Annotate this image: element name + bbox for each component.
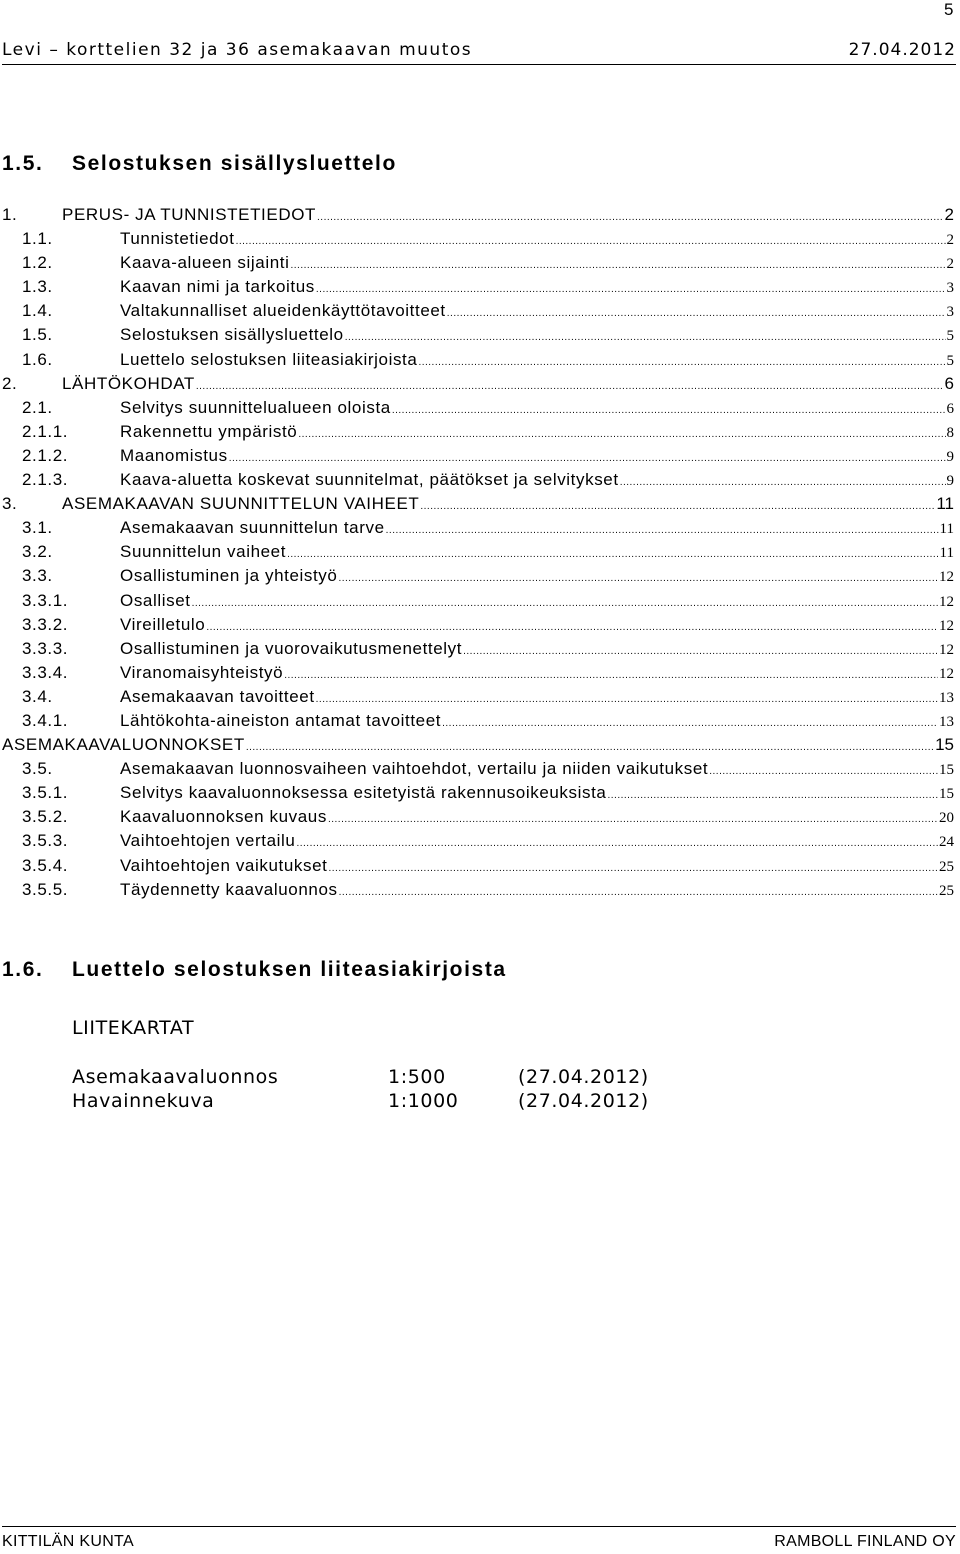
dot-leader xyxy=(290,260,945,271)
dot-leader xyxy=(420,501,935,512)
toc-heading-title: Selostuksen sisällysluettelo xyxy=(72,152,397,175)
toc-entry-page: 13 xyxy=(939,689,954,706)
footer-municipality: KITTILÄN KUNTA xyxy=(2,1533,134,1550)
dot-leader xyxy=(339,887,938,898)
toc-entry-title: LÄHTÖKOHDAT xyxy=(62,373,195,393)
dot-leader xyxy=(317,212,944,223)
toc-entry-page: 12 xyxy=(939,641,954,658)
toc-entry-page: 9 xyxy=(946,448,954,465)
toc-entry-page: 12 xyxy=(939,593,954,610)
toc-entry-page: 5 xyxy=(946,352,954,369)
attachment-name: Havainnekuva xyxy=(72,1090,215,1112)
toc-entry[interactable] xyxy=(2,663,954,687)
toc-entry-number: 3.3.4. xyxy=(22,662,69,682)
toc-entry-page: 11 xyxy=(936,494,954,514)
header-date: 27.04.2012 xyxy=(848,40,956,60)
toc-entry-number: 3.5.3. xyxy=(22,831,69,851)
toc-entry-page: 3 xyxy=(946,280,954,297)
toc-entry-number: 3.3.2. xyxy=(22,614,69,634)
toc-entry-title: ASEMAKAAVAN SUUNNITTELUN VAIHEET xyxy=(62,494,420,514)
page-header xyxy=(2,40,956,65)
toc-entry-page: 11 xyxy=(939,521,954,538)
toc-entry-number: 3.4.1. xyxy=(22,710,69,730)
toc-entry-page: 6 xyxy=(946,400,954,417)
toc-entry-title: PERUS- JA TUNNISTETIEDOT xyxy=(62,205,317,224)
toc-entry-number: 1.4. xyxy=(22,301,53,321)
toc-entry[interactable] xyxy=(2,615,954,639)
toc-entry[interactable] xyxy=(2,542,954,566)
toc-entry[interactable] xyxy=(2,301,954,325)
toc-entry[interactable] xyxy=(2,735,954,759)
toc-entry[interactable] xyxy=(2,253,954,277)
toc-entry-number: 3.5. xyxy=(22,759,53,779)
toc-entry[interactable] xyxy=(2,422,954,446)
dot-leader xyxy=(296,838,938,849)
dot-leader xyxy=(229,453,946,464)
attachments-heading-number: 1.6. xyxy=(2,958,44,981)
attachments-heading-title: Luettelo selostuksen liiteasiakirjoista xyxy=(72,958,507,981)
toc-entry-page: 12 xyxy=(939,665,954,682)
page-number: 5 xyxy=(944,0,954,19)
toc-entry-page: 8 xyxy=(946,424,954,441)
toc-entry[interactable] xyxy=(2,880,954,904)
toc-entry-number: 2.1.3. xyxy=(22,470,69,490)
toc-entry[interactable] xyxy=(2,591,954,615)
toc-entry-title: Luettelo selostuksen liiteasiakirjoista xyxy=(120,349,418,369)
toc-entry-page: 25 xyxy=(939,882,954,899)
attachment-scale: 1:1000 xyxy=(388,1090,459,1112)
toc-heading xyxy=(2,152,397,176)
toc-entry-title: Asemakaavan suunnittelun tarve xyxy=(120,518,385,538)
attachment-scale: 1:500 xyxy=(388,1066,446,1088)
toc-entry-title: Kaava-aluetta koskevat suunnitelmat, päätökset ja selvitykset xyxy=(120,470,619,490)
toc-entry-number: 1.5. xyxy=(22,325,53,345)
toc-entry-page: 5 xyxy=(946,328,954,345)
dot-leader xyxy=(316,284,946,295)
toc-entry-page: 13 xyxy=(939,713,954,730)
dot-leader xyxy=(192,598,938,609)
toc-entry-title: Asemakaavan tavoitteet xyxy=(120,686,315,706)
toc-entry-title: ASEMAKAAVALUONNOKSET xyxy=(2,735,245,755)
toc-entry[interactable] xyxy=(2,325,954,349)
toc-entry-page: 2 xyxy=(944,205,954,224)
dot-leader xyxy=(236,236,946,247)
toc-entry-number: 3.2. xyxy=(22,542,53,562)
toc-entry-title: Vaihtoehtojen vaikutukset xyxy=(120,855,328,875)
attachment-date: (27.04.2012) xyxy=(518,1066,649,1088)
toc-entry-title: Kaavan nimi ja tarkoitus xyxy=(120,277,315,297)
dot-leader xyxy=(196,381,944,392)
toc-entry[interactable] xyxy=(2,374,954,398)
toc-entry-number: 1.2. xyxy=(22,253,53,273)
toc-entry-page: 2 xyxy=(946,256,954,273)
toc-entry[interactable] xyxy=(2,759,954,783)
dot-leader xyxy=(386,525,939,536)
footer-company: RAMBOLL FINLAND OY xyxy=(774,1533,956,1550)
dot-leader xyxy=(442,718,938,729)
toc-entry-title: Tunnistetiedot xyxy=(120,229,235,249)
toc-entry[interactable] xyxy=(2,687,954,711)
toc-entry-number: 2.1.1. xyxy=(22,421,69,441)
toc-entry-number: 1. xyxy=(2,205,18,224)
dot-leader xyxy=(345,332,946,343)
toc-entry[interactable] xyxy=(2,566,954,590)
toc-entry[interactable] xyxy=(2,831,954,855)
toc-entry-title: Valtakunnalliset alueidenkäyttötavoitteet xyxy=(120,301,446,321)
toc-entry[interactable] xyxy=(2,711,954,735)
dot-leader xyxy=(328,814,938,825)
toc-entry[interactable] xyxy=(2,783,954,807)
dot-leader xyxy=(620,477,946,488)
toc-entry-title: Selvitys suunnittelualueen oloista xyxy=(120,397,391,417)
toc-entry-page: 2 xyxy=(946,232,954,249)
toc-entry-number: 1.1. xyxy=(22,229,53,249)
dot-leader xyxy=(287,549,938,560)
toc-entry[interactable] xyxy=(2,494,954,518)
toc-entry-title: Vireilletulo xyxy=(120,614,206,634)
toc-entry-number: 3.5.4. xyxy=(22,855,69,875)
toc-entry-page: 15 xyxy=(939,762,954,779)
toc-entry-title: Osalliset xyxy=(120,590,191,610)
toc-entry-page: 15 xyxy=(935,735,954,755)
toc-entry-title: Osallistuminen ja vuorovaikutusmenettelyt xyxy=(120,638,463,658)
toc-entry-page: 12 xyxy=(939,617,954,634)
dot-leader xyxy=(328,863,938,874)
table-of-contents xyxy=(2,205,954,904)
toc-entry[interactable] xyxy=(2,350,954,374)
toc-entry-page: 20 xyxy=(939,810,954,827)
attachments-label: LIITEKARTAT xyxy=(72,1017,195,1039)
toc-entry-number: 3.5.1. xyxy=(22,783,69,803)
toc-entry-page: 15 xyxy=(939,786,954,803)
attachments-heading xyxy=(2,958,507,982)
toc-entry-number: 1.3. xyxy=(22,277,53,297)
toc-entry[interactable] xyxy=(2,446,954,470)
header-document-title: Levi – korttelien 32 ja 36 asemakaavan muutos xyxy=(2,40,473,60)
toc-entry[interactable] xyxy=(2,639,954,663)
toc-entry-title: Kaavaluonnoksen kuvaus xyxy=(120,807,327,827)
toc-entry-title: Osallistuminen ja yhteistyö xyxy=(120,566,338,586)
dot-leader xyxy=(246,742,934,753)
toc-entry[interactable] xyxy=(2,807,954,831)
toc-entry[interactable] xyxy=(2,205,954,229)
toc-entry[interactable] xyxy=(2,470,954,494)
toc-entry-page: 11 xyxy=(939,545,954,562)
toc-entry-number: 3.4. xyxy=(22,686,53,706)
toc-entry-title: Vaihtoehtojen vertailu xyxy=(120,831,296,851)
toc-entry-title: Lähtökohta-aineiston antamat tavoitteet xyxy=(120,710,442,730)
toc-entry-number: 2. xyxy=(2,373,18,393)
dot-leader xyxy=(418,357,945,368)
toc-entry-number: 3.5.5. xyxy=(22,879,69,899)
toc-entry-page: 9 xyxy=(946,473,954,490)
dot-leader xyxy=(607,790,938,801)
toc-entry-title: Suunnittelun vaiheet xyxy=(120,542,287,562)
attachment-date: (27.04.2012) xyxy=(518,1090,649,1112)
toc-entry-title: Täydennetty kaavaluonnos xyxy=(120,879,338,899)
toc-entry[interactable] xyxy=(2,277,954,301)
toc-entry-number: 3.3. xyxy=(22,566,53,586)
toc-entry-page: 6 xyxy=(944,373,954,393)
toc-entry-number: 2.1.2. xyxy=(22,445,69,465)
dot-leader xyxy=(206,622,938,633)
toc-entry-page: 12 xyxy=(939,569,954,586)
toc-entry-number: 3. xyxy=(2,494,18,514)
attachment-name: Asemakaavaluonnos xyxy=(72,1066,279,1088)
toc-entry[interactable] xyxy=(2,518,954,542)
toc-entry-number: 1.6. xyxy=(22,349,53,369)
toc-entry[interactable] xyxy=(2,229,954,253)
dot-leader xyxy=(316,694,938,705)
page-footer xyxy=(2,1526,956,1550)
toc-entry-number: 2.1. xyxy=(22,397,53,417)
toc-entry-title: Viranomaisyhteistyö xyxy=(120,662,284,682)
toc-entry-number: 3.5.2. xyxy=(22,807,69,827)
toc-entry-number: 3.3.3. xyxy=(22,638,69,658)
dot-leader xyxy=(709,766,938,777)
toc-entry-number: 3.1. xyxy=(22,518,53,538)
toc-entry-title: Selostuksen sisällysluettelo xyxy=(120,325,344,345)
dot-leader xyxy=(284,670,938,681)
toc-entry-title: Maanomistus xyxy=(120,445,228,465)
dot-leader xyxy=(392,405,946,416)
toc-entry[interactable] xyxy=(2,856,954,880)
dot-leader xyxy=(298,429,945,440)
toc-entry-page: 24 xyxy=(939,834,954,851)
toc-entry-title: Asemakaavan luonnosvaiheen vaihtoehdot, vertailu ja niiden vaikutukset xyxy=(120,759,709,779)
dot-leader xyxy=(463,646,938,657)
toc-entry-title: Rakennettu ympäristö xyxy=(120,421,298,441)
dot-leader xyxy=(447,308,946,319)
toc-heading-number: 1.5. xyxy=(2,152,44,175)
toc-entry-page: 25 xyxy=(939,858,954,875)
toc-entry-page: 3 xyxy=(946,304,954,321)
toc-entry-number: 3.3.1. xyxy=(22,590,69,610)
toc-entry[interactable] xyxy=(2,398,954,422)
toc-entry-title: Selvitys kaavaluonnoksessa esitetyistä rakennusoikeuksista xyxy=(120,783,607,803)
dot-leader xyxy=(338,573,938,584)
toc-entry-title: Kaava-alueen sijainti xyxy=(120,253,290,273)
